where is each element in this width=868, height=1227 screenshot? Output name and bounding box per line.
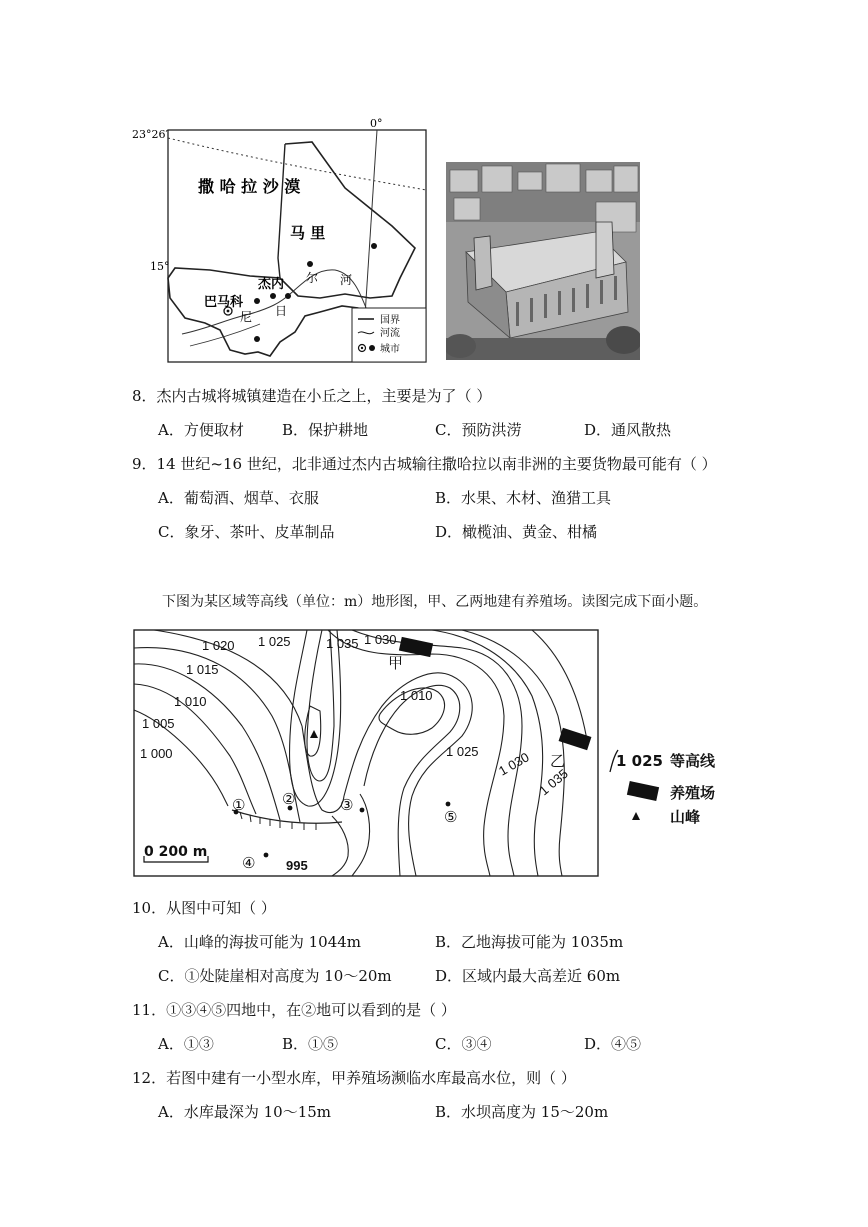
- mali-map: [130, 118, 430, 366]
- question-10-stem: 10．从图中可知（ ）: [132, 899, 276, 917]
- question-12-stem: 12．若图中建有一小型水库，甲养殖场濒临水库最高水位，则（ ）: [132, 1069, 576, 1087]
- q9-option-a[interactable]: A．葡萄酒、烟草、衣服: [158, 489, 319, 507]
- contour-label-1035-right: 1 035: [536, 765, 571, 799]
- contour-label-1030: 1 030: [364, 632, 397, 647]
- q10-option-b[interactable]: B．乙地海拔可能为 1035m: [435, 933, 624, 951]
- question-9-stem: 9．14 世纪~16 世纪，北非通过杰内古城输往撒哈拉以南非洲的主要货物最可能有（ ）: [132, 455, 717, 473]
- contour-label-1005: 1 005: [142, 716, 175, 731]
- q8-option-a[interactable]: A．方便取材: [158, 421, 244, 439]
- question-8-stem: 8．杰内古城将城镇建造在小丘之上，主要是为了（ ）: [132, 387, 492, 405]
- contour-label-995: 995: [286, 858, 308, 873]
- legend-border: 国界: [380, 315, 400, 326]
- river-char-3: 尼: [240, 310, 253, 324]
- contour-legend: [608, 740, 758, 840]
- q10-option-c[interactable]: C．①处陡崖相对高度为 10～20m: [158, 967, 392, 985]
- q10-option-a[interactable]: A．山峰的海拔可能为 1044m: [158, 933, 361, 951]
- legend-contour: 等高线: [670, 752, 716, 770]
- peak-marker: [310, 730, 318, 738]
- djenne-mosque-photo: [446, 162, 640, 360]
- lat-label-tropic: 23°26′: [132, 128, 168, 141]
- q10-option-d[interactable]: D．区域内最大高差近 60m: [435, 967, 621, 985]
- river-char-2: 河: [340, 273, 353, 287]
- river-char-1: 尔: [306, 271, 319, 285]
- city-label-bamako: 巴马科: [204, 295, 244, 310]
- q8-option-b[interactable]: B．保护耕地: [282, 421, 369, 439]
- legend-peak: 山峰: [670, 808, 701, 826]
- legend-city: 城市: [380, 344, 400, 355]
- point-5: ⑤: [444, 808, 458, 826]
- contour-label-1010-left: 1 010: [174, 694, 207, 709]
- contour-label-1035: 1 035: [326, 636, 359, 651]
- q11-option-a[interactable]: A．①③: [158, 1035, 214, 1053]
- contour-label-1025: 1 025: [258, 634, 291, 649]
- country-label: 马 里: [290, 224, 326, 242]
- legend-contour-value: 1 025: [616, 752, 663, 770]
- scale-label: 0 200 m: [144, 844, 208, 860]
- point-3: ③: [340, 796, 354, 814]
- q9-option-b[interactable]: B．水果、木材、渔猎工具: [435, 489, 612, 507]
- q9-option-d[interactable]: D．橄榄油、黄金、柑橘: [435, 523, 598, 541]
- q8-option-d[interactable]: D．通风散热: [584, 421, 672, 439]
- river-char-4: 日: [275, 304, 288, 318]
- contour-label-1010-center: 1 010: [400, 688, 433, 703]
- q11-option-c[interactable]: C．③④: [435, 1035, 492, 1053]
- contour-label-1030-right: 1 030: [496, 749, 532, 779]
- contour-label-1025-right: 1 025: [446, 744, 479, 759]
- question-11-stem: 11．①③④⑤四地中，在②地可以看到的是（ ）: [132, 1001, 456, 1019]
- q12-option-a[interactable]: A．水库最深为 10～15m: [158, 1103, 331, 1121]
- legend-river: 河流: [380, 328, 400, 339]
- q11-option-b[interactable]: B．①⑤: [282, 1035, 339, 1053]
- contour-label-1020: 1 020: [202, 638, 235, 653]
- desert-label: 撒 哈 拉 沙 漠: [198, 177, 301, 196]
- contour-label-1015: 1 015: [186, 662, 219, 677]
- q12-option-b[interactable]: B．水坝高度为 15～20m: [435, 1103, 609, 1121]
- lon-label-0: 0°: [370, 118, 383, 130]
- contour-label-1000: 1 000: [140, 746, 173, 761]
- lat-label-15: 15°: [150, 260, 170, 273]
- city-label-djenne: 杰内: [258, 277, 285, 292]
- q11-option-d[interactable]: D．④⑤: [584, 1035, 642, 1053]
- point-2: ②: [282, 790, 296, 808]
- q8-option-c[interactable]: C．预防洪涝: [435, 421, 522, 439]
- point-1: ①: [232, 796, 246, 814]
- contour-map: [132, 626, 608, 878]
- point-4: ④: [242, 854, 256, 872]
- farm-jia-label: 甲: [388, 654, 404, 672]
- farm-yi-label: 乙: [550, 752, 566, 770]
- contour-intro: 下图为某区域等高线（单位：m）地形图，甲、乙两地建有养殖场。读图完成下面小题。: [162, 594, 708, 610]
- q9-option-c[interactable]: C．象牙、茶叶、皮革制品: [158, 523, 335, 541]
- legend-farm: 养殖场: [670, 784, 716, 802]
